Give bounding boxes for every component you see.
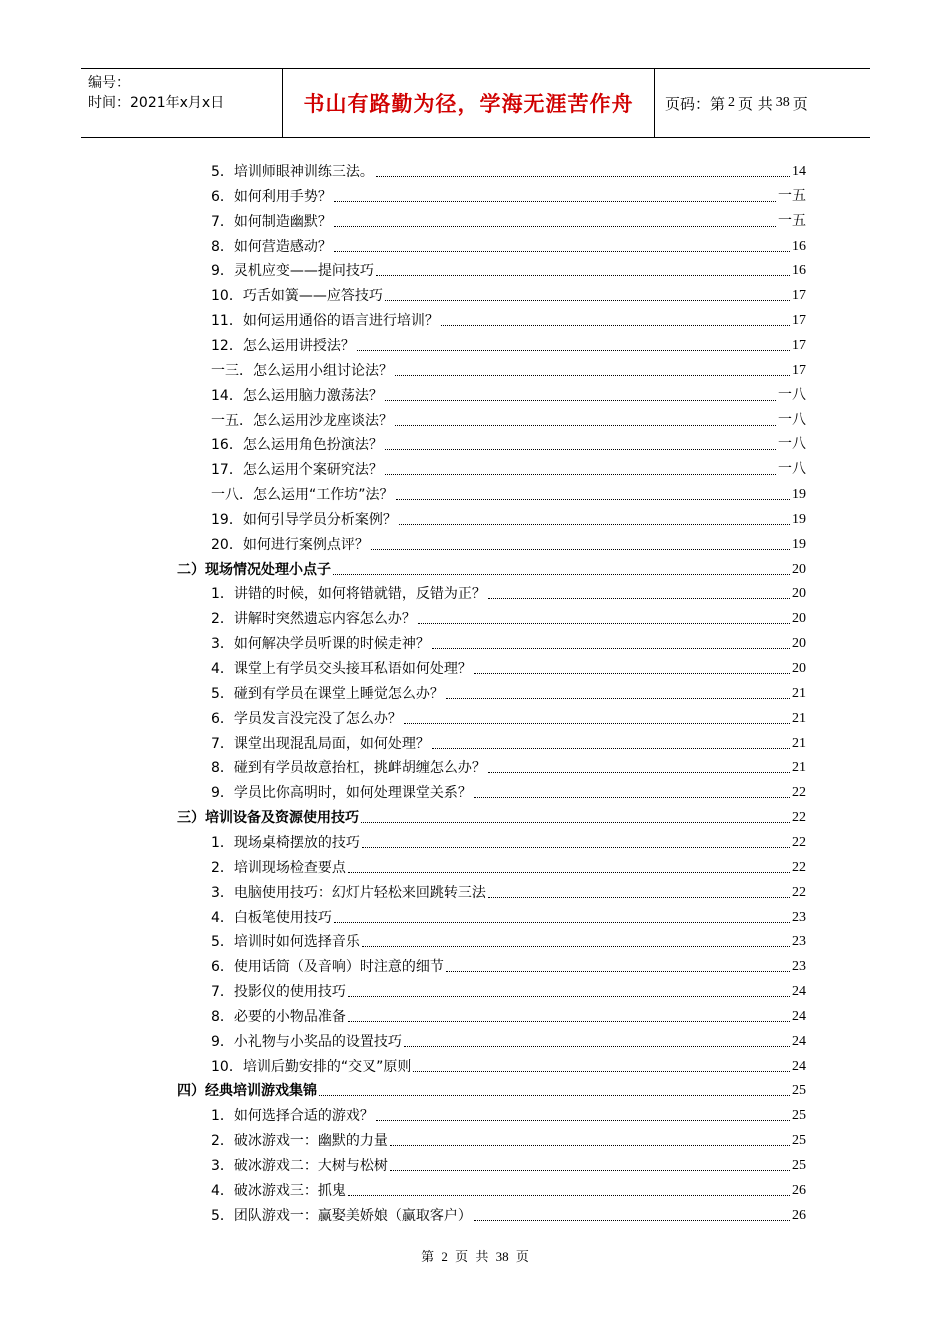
toc-leader-dots bbox=[413, 1071, 790, 1072]
toc-page-number: 23 bbox=[792, 934, 806, 950]
toc-item-row bbox=[211, 1151, 806, 1175]
toc-item-row bbox=[211, 157, 806, 181]
toc-page-number: 22 bbox=[792, 859, 806, 875]
page-footer: 第 2 页 共 38 页 bbox=[421, 1249, 529, 1264]
toc-item-row bbox=[211, 654, 806, 678]
toc-label: 7．投影仪的使用技巧 bbox=[211, 984, 346, 1001]
toc-page-number: 17 bbox=[792, 337, 806, 353]
toc-page-number: 25 bbox=[792, 1108, 806, 1124]
toc-section-row bbox=[177, 803, 806, 827]
toc-leader-dots bbox=[385, 400, 776, 401]
toc-leader-dots bbox=[432, 748, 790, 749]
toc-leader-dots bbox=[390, 1145, 790, 1146]
toc-leader-dots bbox=[395, 375, 790, 376]
toc-item-row bbox=[211, 753, 806, 777]
toc-page-number: 一五 bbox=[778, 213, 806, 229]
toc-label: 6．如何利用手势？ bbox=[211, 188, 332, 205]
toc-leader-dots bbox=[385, 300, 790, 301]
toc-item-row bbox=[211, 1027, 806, 1051]
toc-page-number: 16 bbox=[792, 263, 806, 279]
toc-leader-dots bbox=[348, 1021, 790, 1022]
page-suffix: 页 bbox=[792, 94, 808, 113]
toc-leader-dots bbox=[376, 1120, 790, 1121]
toc-leader-dots bbox=[348, 872, 790, 873]
toc-label: 9．学员比你高明时，如何处理课堂关系？ bbox=[211, 785, 472, 802]
toc-item-row bbox=[211, 381, 806, 405]
toc-label: 12．怎么运用讲授法？ bbox=[211, 337, 355, 354]
toc-leader-dots bbox=[488, 772, 790, 773]
toc-leader-dots bbox=[376, 275, 790, 276]
toc-label: 一三．怎么运用小组讨论法？ bbox=[211, 362, 393, 379]
toc-leader-dots bbox=[348, 1195, 790, 1196]
toc-label: 16．怎么运用角色扮演法？ bbox=[211, 437, 383, 454]
toc-leader-dots bbox=[395, 425, 776, 426]
toc-page-number: 20 bbox=[792, 561, 806, 577]
toc-item-row bbox=[211, 579, 806, 603]
toc-label: 8．如何营造感动？ bbox=[211, 238, 332, 255]
toc-page-number: 17 bbox=[792, 313, 806, 329]
toc-leader-dots bbox=[446, 971, 790, 972]
toc-item-row bbox=[211, 729, 806, 753]
toc-page-number: 20 bbox=[792, 611, 806, 627]
toc-label: 6．使用话筒（及音响）时注意的细节 bbox=[211, 959, 444, 976]
toc-label: 3．破冰游戏二：大树与松树 bbox=[211, 1158, 388, 1174]
toc-leader-dots bbox=[488, 897, 790, 898]
toc-item-row bbox=[211, 207, 806, 231]
toc-page-number: 20 bbox=[792, 661, 806, 676]
toc-item-row bbox=[211, 1052, 806, 1076]
toc-leader-dots bbox=[474, 1220, 790, 1221]
toc-leader-dots bbox=[362, 847, 790, 848]
toc-label: 5．碰到有学员在课堂上睡觉怎么办？ bbox=[211, 685, 444, 702]
toc-page-number: 23 bbox=[792, 959, 806, 975]
toc-page-number: 一八 bbox=[778, 387, 806, 403]
toc-section-row bbox=[177, 1076, 806, 1100]
toc-leader-dots bbox=[334, 226, 776, 227]
page-header bbox=[81, 68, 870, 138]
toc-page-number: 一八 bbox=[778, 412, 806, 428]
toc-item-row bbox=[211, 853, 806, 877]
toc-leader-dots bbox=[371, 549, 790, 550]
toc-page-number: 24 bbox=[792, 984, 806, 1000]
toc-label: 5．培训时如何选择音乐 bbox=[211, 934, 360, 951]
toc-page-number: 24 bbox=[792, 1008, 806, 1024]
toc-item-row bbox=[211, 679, 806, 703]
toc-leader-dots bbox=[333, 574, 790, 575]
toc-item-row bbox=[211, 182, 806, 206]
toc-page-number: 26 bbox=[792, 1182, 806, 1198]
toc-label: 一五．怎么运用沙龙座谈法？ bbox=[211, 412, 393, 429]
toc-page-number: 25 bbox=[792, 1133, 806, 1149]
toc-item-row bbox=[211, 1101, 806, 1125]
toc-item-row bbox=[211, 232, 806, 256]
toc-item-row bbox=[211, 455, 806, 479]
toc-label: 17．怎么运用个案研究法？ bbox=[211, 462, 383, 479]
toc-page-number: 19 bbox=[792, 487, 806, 503]
toc-item-row bbox=[211, 1201, 806, 1225]
toc-page-number: 25 bbox=[792, 1158, 806, 1173]
toc-label: 2．破冰游戏一：幽默的力量 bbox=[211, 1133, 388, 1150]
toc-label: 11．如何运用通俗的语言进行培训？ bbox=[211, 313, 439, 330]
toc-leader-dots bbox=[390, 1170, 790, 1171]
toc-label: 二）现场情况处理小点子 bbox=[177, 561, 331, 578]
toc-label: 10．培训后勤安排的“交叉”原则 bbox=[211, 1058, 412, 1075]
toc-leader-dots bbox=[441, 325, 790, 326]
toc-item-row bbox=[211, 430, 806, 454]
toc-page-number: 19 bbox=[792, 536, 806, 552]
toc-leader-dots bbox=[362, 946, 790, 947]
toc-page-number: 21 bbox=[792, 735, 806, 751]
toc-leader-dots bbox=[319, 1095, 790, 1096]
toc-label: 6．学员发言没完没了怎么办？ bbox=[211, 710, 402, 727]
toc-item-row bbox=[211, 927, 806, 951]
toc-item-row bbox=[211, 480, 806, 504]
toc-section-row bbox=[177, 555, 806, 579]
toc-label: 5．团队游戏一：赢娶美娇娘（赢取客户） bbox=[211, 1207, 472, 1224]
toc-leader-dots bbox=[474, 797, 790, 798]
toc-label: 3．如何解决学员听课的时候走神？ bbox=[211, 636, 430, 653]
toc-label: 1．现场桌椅摆放的技巧 bbox=[211, 834, 360, 851]
toc-leader-dots bbox=[396, 499, 790, 500]
toc-leader-dots bbox=[488, 598, 790, 599]
toc-label: 8．碰到有学员故意抬杠，挑衅胡缠怎么办？ bbox=[211, 760, 486, 777]
toc-leader-dots bbox=[399, 524, 790, 525]
toc-leader-dots bbox=[357, 350, 790, 351]
toc-leader-dots bbox=[334, 201, 776, 202]
toc-page-number: 22 bbox=[792, 884, 806, 900]
toc-page-number: 23 bbox=[792, 909, 806, 925]
toc-label: 1．讲错的时候，如何将错就错，反错为正？ bbox=[211, 586, 486, 603]
serial-label: 编号： bbox=[88, 75, 130, 91]
toc-item-row bbox=[211, 878, 806, 902]
toc-label: 3．电脑使用技巧：幻灯片轻松来回跳转三法 bbox=[211, 884, 486, 901]
toc-leader-dots bbox=[334, 922, 790, 923]
toc-page-number: 14 bbox=[792, 164, 806, 179]
toc-page-number: 19 bbox=[792, 511, 806, 527]
header-motto: 书山有路勤为径，学海无涯苦作舟 bbox=[282, 69, 655, 137]
toc-item-row bbox=[211, 530, 806, 554]
page-number: 2 bbox=[728, 95, 736, 110]
toc-page-number: 一五 bbox=[778, 188, 806, 204]
toc-leader-dots bbox=[474, 673, 790, 674]
toc-page-number: 21 bbox=[792, 760, 806, 776]
toc-label: 5．培训师眼神训练三法。 bbox=[211, 164, 374, 180]
toc-label: 三）培训设备及资源使用技巧 bbox=[177, 810, 359, 827]
toc-page-number: 25 bbox=[792, 1083, 806, 1099]
toc-label: 一八．怎么运用“工作坊”法？ bbox=[211, 487, 394, 504]
toc-page-number: 17 bbox=[792, 288, 806, 304]
toc-leader-dots bbox=[432, 648, 790, 649]
toc-page-number: 21 bbox=[792, 710, 806, 726]
toc-item-row bbox=[211, 952, 806, 976]
toc-page-number: 17 bbox=[792, 362, 806, 378]
toc-item-row bbox=[211, 281, 806, 305]
page-prefix: 页码：第 bbox=[665, 94, 726, 113]
toc-label: 10．巧舌如簧——应答技巧 bbox=[211, 288, 383, 305]
page-mid: 页 共 bbox=[738, 94, 773, 113]
toc-label: 2．讲解时突然遗忘内容怎么办？ bbox=[211, 611, 416, 628]
toc-leader-dots bbox=[404, 1046, 790, 1047]
date-label: 时间：2021年x月x日 bbox=[88, 95, 225, 111]
toc-leader-dots bbox=[446, 698, 790, 699]
toc-item-row bbox=[211, 505, 806, 529]
toc-page-number: 26 bbox=[792, 1207, 806, 1223]
toc-leader-dots bbox=[418, 623, 790, 624]
toc-item-row bbox=[211, 406, 806, 430]
toc-leader-dots bbox=[404, 723, 790, 724]
toc-item-row bbox=[211, 903, 806, 927]
toc-label: 8．必要的小物品准备 bbox=[211, 1008, 346, 1025]
toc-leader-dots bbox=[385, 449, 776, 450]
toc-page-number: 20 bbox=[792, 636, 806, 652]
toc-page-number: 20 bbox=[792, 586, 806, 602]
page-total: 38 bbox=[775, 95, 790, 110]
toc-page-number: 24 bbox=[792, 1033, 806, 1049]
toc-leader-dots bbox=[361, 822, 790, 823]
header-page-info bbox=[655, 69, 870, 137]
toc-label: 4．破冰游戏三：抓鬼 bbox=[211, 1182, 346, 1199]
toc-label: 9．灵机应变——提问技巧 bbox=[211, 263, 374, 280]
toc-label: 1．如何选择合适的游戏？ bbox=[211, 1108, 374, 1125]
toc-label: 9．小礼物与小奖品的设置技巧 bbox=[211, 1033, 402, 1050]
toc-page-number: 一八 bbox=[778, 437, 806, 453]
toc-label: 20．如何进行案例点评？ bbox=[211, 536, 369, 553]
toc-page-number: 22 bbox=[792, 810, 806, 826]
toc-label: 4．课堂上有学员交头接耳私语如何处理？ bbox=[211, 661, 472, 677]
toc-item-row bbox=[211, 306, 806, 330]
toc-leader-dots bbox=[385, 474, 776, 475]
toc-page-number: 21 bbox=[792, 685, 806, 701]
toc-item-row bbox=[211, 604, 806, 628]
toc-item-row bbox=[211, 629, 806, 653]
toc-item-row bbox=[211, 1176, 806, 1200]
toc-leader-dots bbox=[376, 176, 790, 177]
header-meta bbox=[81, 69, 282, 137]
toc-page-number: 22 bbox=[792, 834, 806, 850]
toc-label: 4．白板笔使用技巧 bbox=[211, 909, 332, 926]
toc-item-row bbox=[211, 256, 806, 280]
toc-item-row bbox=[211, 356, 806, 380]
toc-label: 7．如何制造幽默？ bbox=[211, 213, 332, 230]
toc-label: 2．培训现场检查要点 bbox=[211, 859, 346, 876]
toc-leader-dots bbox=[348, 996, 790, 997]
toc-label: 四）经典培训游戏集锦 bbox=[177, 1083, 317, 1100]
toc-item-row bbox=[211, 778, 806, 802]
toc-label: 7．课堂出现混乱局面，如何处理？ bbox=[211, 735, 430, 752]
toc-item-row bbox=[211, 704, 806, 728]
toc-leader-dots bbox=[334, 251, 790, 252]
toc-label: 19．如何引导学员分析案例？ bbox=[211, 511, 397, 528]
toc-item-row bbox=[211, 1002, 806, 1026]
toc-page-number: 24 bbox=[792, 1058, 806, 1074]
toc-label: 14．怎么运用脑力激荡法？ bbox=[211, 387, 383, 404]
toc-item-row bbox=[211, 977, 806, 1001]
toc-item-row bbox=[211, 828, 806, 852]
toc-page-number: 16 bbox=[792, 238, 806, 254]
toc-item-row bbox=[211, 1126, 806, 1150]
toc-page-number: 22 bbox=[792, 785, 806, 801]
toc-page-number: 一八 bbox=[778, 462, 806, 478]
toc-item-row bbox=[211, 331, 806, 355]
